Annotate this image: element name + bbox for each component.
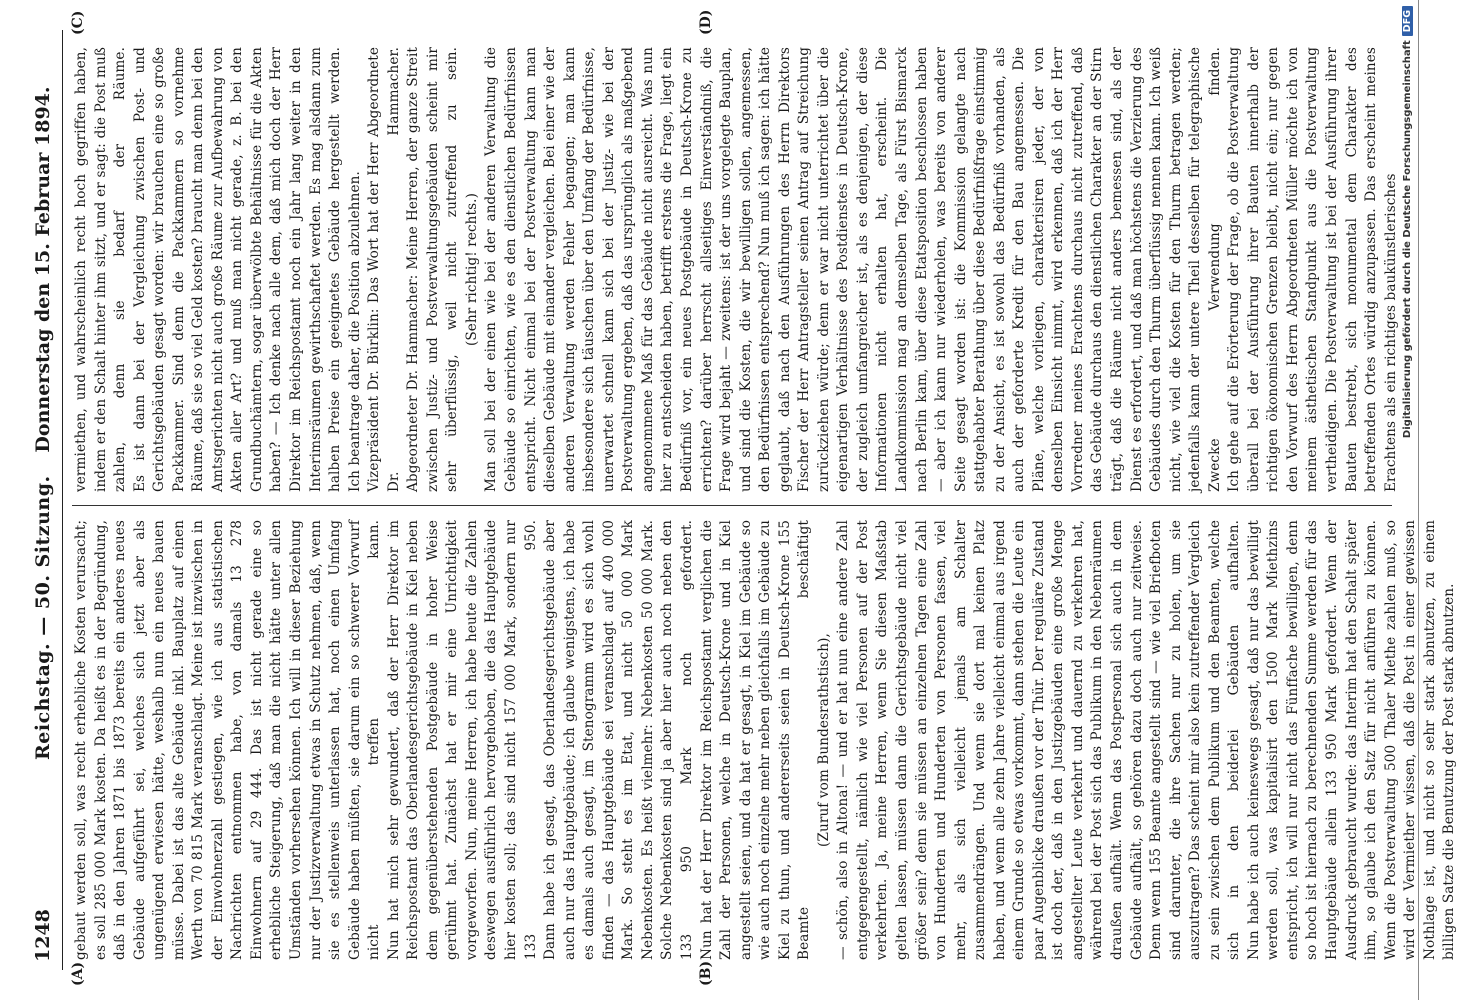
paragraph: Nun habe ich auch keineswegs gesagt, daß nur das bewilligt werden soll, was kapitalisirt den 1500 Mark Miethzins entspricht, ich will nur nicht das Fünffache bewilligen, denn so hoch ist hiernach zu berechnenden Summe werden für das Hauptgebäude allein 133 950 Mark gefordert. Wenn der Ausdruck gebraucht wurde: das Interim hat den Schalt später ihm, so glaube ich den Satz für nicht anführen zu können. Wenn die Postverwaltung 500 Thaler Miethe zahlen muß, so wird der Vermiether wissen, daß die Post in einer gewissen Nothlage ist, und nicht so sehr stark abnutzen, zu einem billigen Satze die Benutzung der Post stark abnutzen. xyxy=(1245,520,1458,960)
paragraph: vermiethen, und wahrscheinlich recht hoch gegriffen haben, indem er den Schalt hinter ihm sitzt, und er sagt: die Post muß zahlen, denn sie bedarf der Räume. xyxy=(73,47,129,492)
text-column-right xyxy=(72,47,1401,492)
paragraph: Dann habe ich gesagt, das Oberlandesgerichtsgebäude aber auch nur das Hauptgebäude; ich glaube wenigstens, ich habe es damals auch gesagt, im Stenogramm wird es sich wohl finden — das Hauptgebäude sei veranschlagt auf 400 000 Mark. So steht es im Etat, und nicht 50 000 Mark Nebenkosten. Es heißt vielmehr: Nebenkosten 50 000 Mark. Solche Nebenkosten sind ja aber hier auch noch neben den 133 950 Mark noch gefordert. xyxy=(542,520,695,960)
speaker-paragraph: Abgeordneter Dr. Hammacher: Meine Herren, der ganze Streit zwischen Justiz- und Postverwaltungsgebäuden scheint mir sehr überflüssig, weil nicht zutreffend zu sein. xyxy=(405,47,461,492)
page-number: 1248 xyxy=(32,909,54,962)
paragraph: — schön, also in Altona! — und er hat nun eine andere Zahl entgegengestellt, nämlich wie viel Personen auf der Post verkehrten. Ja, meine Herren, wenn Sie diesen Maßstab gelten lassen, müssen dann die Gerichtsgebäude nicht viel größer sein? denn sie müssen an einzelnen Tagen eine Zahl von Hunderten und Hunderten von Personen fassen, viel mehr, als sich vielleicht jemals am Schalter zusammendrängen. Und wenn sie dort mal keinen Platz haben, und wenn alle zehn Jahre vielleicht einmal aus irgend einem Grunde so etwas vorkommt, dann stehen die Leute ein paar Augenblicke draußen vor der Thür. Der reguläre Zustand ist doch der, daß in den Justizgebäuden eine große Menge angestellter Leute verkehrt und dauernd zu verkehren hat, während bei der Post sich das Publikum in den Nebenräumen draußen aufhält. Wenn das Postpersonal sich auch in dem Gebäude aufhält, so gehören dazu doch auch nur zeitweise. Denn wenn 155 Beamte angestellt sind — wie viel Briefboten sind darunter, die ihre Sachen nur zu holen, um sie auszutragen? Das scheint mir also kein zutreffender Vergleich zu sein zwischen dem Publikum und den Beamten, welche sich in den beiderlei Gebäuden aufhalten. xyxy=(835,520,1243,960)
scan-edge-rule xyxy=(1418,0,1419,1000)
margin-marker-a: (A) xyxy=(70,961,86,986)
paragraph: Nun hat der Herr Direktor im Reichspostamt verglichen die Zahl der Personen, welche in Deutsch-Krone und in Kiel angestellt seien, und da hat er gesagt, in Kiel im Gebäude so wie auch noch einzelne mehr neben gleichfalls im Gebäude zu Kiel zu thun, und andererseits seien in Deutsch-Krone 155 Beamte beschäftigt xyxy=(698,520,813,960)
margin-marker-b: (B) xyxy=(698,960,714,986)
page-header-right xyxy=(28,47,62,492)
digitization-note: Digitalisierung gefördert durch die Deutsche Forschungsgemeinschaft xyxy=(1402,40,1413,439)
paragraph: Man soll bei der einen wie bei der anderen Verwaltung die Gebäude so einrichten, wie es den dienstlichen Bedürfnissen entspricht. Nicht einmal bei der Postverwaltung kann man dieselben Gebäude mit einander vergleichen. Bei einer wie der anderen Verwaltung werden Fehler begangen; man kann insbesondere sich täuschen über den Umfang der Bedürfnisse, unerwartet schnell kann sich bei der Justiz- wie bei der Postverwaltung ergeben, daß das ursprünglich als maßgebend angenommene Maß für das Gebäude nicht ausreicht. Was nun hier zu entscheiden haben, betrifft erstens die Frage, liegt ein Bedürfniß vor, ein neues Postgebäude in Deutsch-Krone zu errichten? darüber herrscht allseitiges Einverständniß, die Frage wird bejaht — zweitens: ist der uns vorgelegte Bauplan, und sind die Kosten, die wir bewilligen sollen, angemessen, den Bedürfnissen entsprechend? Nun muß ich sagen: ich hätte geglaubt, daß nach den Ausführungen des Herrn Direktors Fischer der Herr Antragsteller seinen Antrag auf Streichung zurückziehen würde; denn er war nicht unterrichtet über die eigenartigen Verhältnisse des Postdienstes in Deutsch-Krone, der zugleich umfangreicher ist, als es denjenigen, der diese Informationen nicht erhalten hat, erscheint. Die Landkommission mag an demselben Tage, als Fürst Bismarck nach Berlin kam, über diese Etatsposition beschlossen haben — aber ich kann nur wiederholen, was bereits von anderer Seite gesagt worden ist: die Kommission gelangte nach stattgehabter Berathung über diese Bedürfnißfrage einstimmig zu der Ansicht, es ist sowohl das Bedürfniß vorhanden, als auch der geforderte Kredit für den Bau angemessen. Die Pläne, welche vorliegen, charakterisiren jeder, der von denselben Einsicht nimmt, wird erkennen, daß ich der Herr Vorredner meines Erachtens durchaus nicht zutreffend, daß das Gebäude durchaus den dienstlichen Charakter an der Stirn trägt, daß die Räume nicht anders bemessen sind, als der Dienst es erfordert, und daß man höchstens die Verzierung des Gebäudes durch den Thurm überflüssig nennen kann. Ich weiß nicht, wie viel die Kosten für den Thurm betragen werden; jedenfalls kann der untere Theil desselben für telegraphische Zwecke Verwendung finden. xyxy=(483,47,1223,492)
session-date: Donnerstag den 15. Februar 1894. xyxy=(32,86,54,453)
dfg-logo-icon: DFG xyxy=(1402,6,1413,36)
interjection: (Sehr richtig! rechts.) xyxy=(463,192,480,347)
paragraph: Nun hat mich sehr gewundert, daß der Herr Direktor im Reichspostamt das Oberlandesgerichtsgebäude in Kiel neben dem gegenüberstehenden Postgebäude in hoher Weise gerühmt hat. Zunächst hat er mir eine Unrichtigkeit vorgeworfen. Nun, meine Herren, ich habe heute die Zahlen deswegen ausführlich hervorgehoben, die das Hauptgebäude hier kosten soll; das sind nicht 157 000 Mark, sondern nur 133 950. xyxy=(385,520,539,960)
margin-marker-d: (D) xyxy=(698,9,714,35)
paragraph: Es ist dann bei der Vergleichung zwischen Post- und Gerichtsgebäuden gesagt worden: wir brauchen eine so große Packkammer. Sind denn die Packkammern so vornehme Räume, daß sie so viel Geld kosten? braucht man denn bei den Amtsgerichten nicht auch große Räume zur Aufbewahrung von Akten aller Art? und muß man nicht gerade, z. B. bei den Grundbuchämtern, sogar überwölbte Behältnisse für die Akten haben? — Ich denke nach alle dem, daß mich doch der Herr Direktor im Reichspostamt noch ein Jahr lang weiter in den Interimsräumen gewirthschaftet werden. Es mag alsdann zum halben Preise ein geeignetes Gebäude hergestellt werden. xyxy=(131,47,344,492)
paragraph: Ich beantrage daher, die Position abzulehnen. xyxy=(346,171,363,492)
column-divider xyxy=(72,505,1392,506)
margin-marker-c: (C) xyxy=(70,10,86,35)
paragraph: Ich gehe auf die Erörterung der Frage, ob die Postverwaltung überall bei der Ausführung ihrer Bauten innerhalb der richtigen ökonomischen Grenzen bleibt, nicht ein; nur gegen den Vorwurf des Herrn Abgeordneten Müller möchte ich von meinem ästhetischen Standpunkt aus die Postverwaltung vertheidigen. Die Postverwaltung ist bei der Ausführung ihrer Bauten bestrebt, sich monumental dem Charakter des betreffenden Ortes würdig anzupassen. Das erscheint meines Erachtens als ein richtiges baukünstlerisches xyxy=(1226,47,1399,492)
rotated-page-canvas xyxy=(10,9,1458,990)
paragraph: gebaut werden soll, was recht erhebliche Kosten verursacht; es soll 285 000 Mark kosten. Da heißt es in der Begründung, daß in den Jahren 1871 bis 1873 bereits ein anderes neues Gebäude aufgeführt sei, welches sich jetzt aber als ungenügend erwiesen hätte, weshalb nun ein neues bauen müsse. Dabei ist das alte Gebäude inkl. Bauplatz auf einen Werth von 70 815 Mark veranschlagt. Meine ist inzwischen in der Einwohnerzahl gestiegen, wie ich aus statistischen Nachrichten entnommen habe, von damals 13 278 Einwohnern auf 29 444. Das ist nicht gerade eine so erhebliche Steigerung, daß man die nicht hätte unter allen Umständen vorhersehen können. Ich will in dieser Beziehung nur der Justizverwaltung etwas in Schutz nehmen, daß, wenn sie es stellenweis unterlassen hat, noch einen Umfang Gebäude haben müßten, sie darum ein so schwerer Vorwurf nicht treffen kann. xyxy=(73,520,383,960)
interjection: (Zuruf vom Bundesrathstisch), xyxy=(815,633,832,847)
text-column-left xyxy=(72,520,1460,960)
session-title: Reichstag. — 50. Sitzung. xyxy=(32,475,54,760)
speaker-paragraph: Vizepräsident Dr. Bürklin: Das Wort hat der Herr Abgeordnete Dr. Hammacher. xyxy=(366,47,402,492)
digitization-footer xyxy=(1402,6,1413,996)
